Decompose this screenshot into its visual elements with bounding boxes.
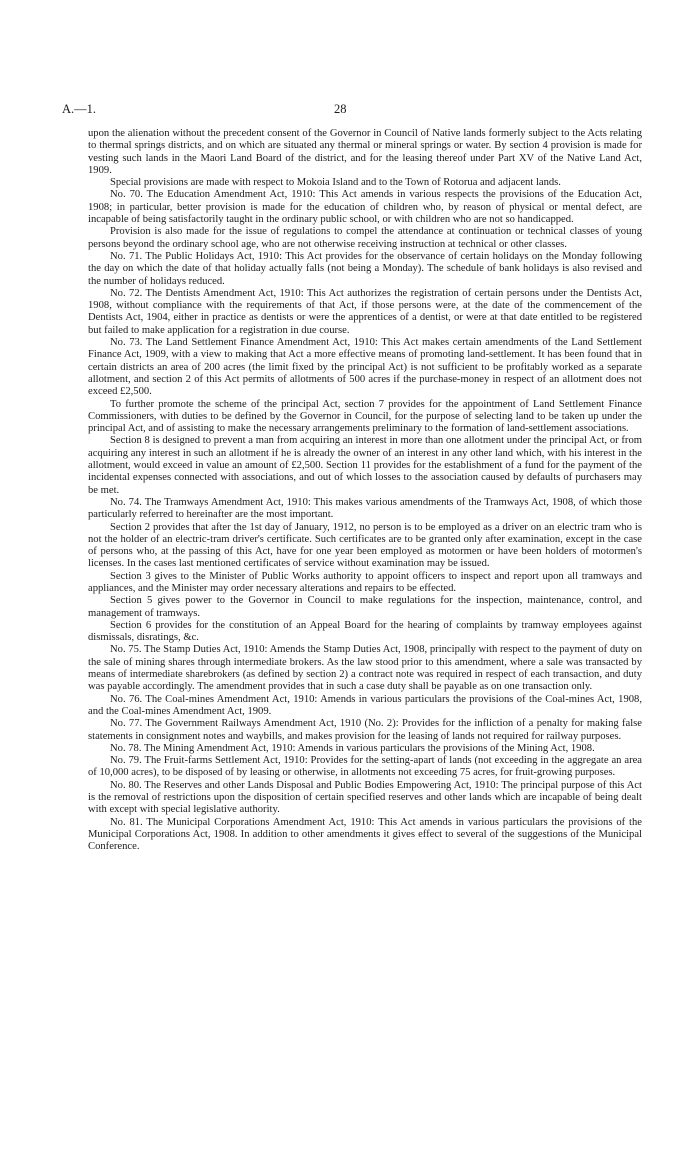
paragraph: No. 73. The Land Settlement Finance Amendment Act, 1910: This Act makes certain amendments of the Land Settlement Finance Act, 1909, with a view to making that Act a more effective means of promoting land-settlement. It has been found that in certain districts an area of 200 acres (the limit fixed by the principal Act) is not sufficient to be profitably worked as a separate allotment, and section 2 of this Act permits of allotments of 500 acres if the purchase-money in respect of an allotment does not exceed £2,500. — [88, 337, 642, 398]
sessional-paper-reference: A.—1. — [62, 102, 97, 116]
paragraph: No. 80. The Reserves and other Lands Disposal and Public Bodies Empowering Act, 1910: The principal purpose of this Act is the removal of restrictions upon the disposition of certain specified reserves and other lands which are incapable of being dealt with except with special legislative authority. — [88, 779, 642, 816]
paragraph: No. 75. The Stamp Duties Act, 1910: Amends the Stamp Duties Act, 1908, principally with respect to the payment of duty on the sale of mining shares through intermediate brokers. As the law stood prior to this amendment, where a sale was transacted by means of intermediate sharebrokers (as defined by section 2) a contract note was required in respect of each transaction, and duty was payable accordingly. The amendment provides that in such a case duty shall be payable as on one transaction only. — [88, 644, 642, 693]
paragraph: Section 5 gives power to the Governor in Council to make regulations for the inspection, maintenance, control, and management of tramways. — [88, 595, 642, 619]
paragraph: Section 2 provides that after the 1st day of January, 1912, no person is to be employed as a driver on an electric tram who is not the holder of an electric-tram driver's certificate. Such certificates are to be granted only after examination, except in the case of persons who, at the passing of this Act, have for one year been employed as motormen or have been holders of motormen's licenses. In the cases last mentioned certificates of service without examination may be issued. — [88, 521, 642, 570]
paragraph: No. 77. The Government Railways Amendment Act, 1910 (No. 2): Provides for the infliction of a penalty for making false statements in consignment notes and waybills, and makes provision for the leasing of lands not required for railway purposes. — [88, 718, 642, 742]
paragraph: No. 70. The Education Amendment Act, 1910: This Act amends in various respects the provisions of the Education Act, 1908; in particular, better provision is made for the education of children who, by reason of physical or mental defect, are incapable of being satisfactorily taught in the ordinary public school, or with children who are not so handicapped. — [88, 189, 642, 226]
paragraph: Section 3 gives to the Minister of Public Works authority to appoint officers to inspect and report upon all tramways and appliances, and the Minister may order necessary alterations and repairs to be effected. — [88, 570, 642, 594]
paragraph: No. 71. The Public Holidays Act, 1910: This Act provides for the observance of certain holidays on the Monday following the day on which the date of that holiday actually falls (not being a Monday). The schedule of bank holidays is also revised and the number of holidays reduced. — [88, 250, 642, 287]
paragraph: No. 72. The Dentists Amendment Act, 1910: This Act authorizes the registration of certain persons under the Dentists Act, 1908, without compliance with the requirements of that Act, if those persons were, at the date of the commencement of the Dentists Act, 1904, either in practice as dentists or were the apprentices of a dentist, or were at that date entitled to be registered but failed to make application for a registration in due course. — [88, 287, 642, 336]
page-header — [62, 102, 632, 118]
paragraph: No. 78. The Mining Amendment Act, 1910: Amends in various particulars the provisions of the Mining Act, 1908. — [110, 742, 595, 754]
paragraph: No. 81. The Municipal Corporations Amendment Act, 1910: This Act amends in various particulars the provisions of the Municipal Corporations Act, 1908. In addition to other amendments it gives effect to several of the suggestions of the Municipal Conference. — [88, 816, 642, 853]
document-body — [88, 128, 642, 854]
paragraph: No. 74. The Tramways Amendment Act, 1910: This makes various amendments of the Tramways Act, 1908, of which those particularly referred to hereinafter are the most important. — [88, 496, 642, 521]
paragraph: Special provisions are made with respect to Mokoia Island and to the Town of Rotorua and adjacent lands. — [110, 177, 561, 189]
page-number: 28 — [334, 102, 347, 116]
paragraph: Section 6 provides for the constitution of an Appeal Board for the hearing of complaints by tramway employees against dismissals, disratings, &c. — [88, 619, 642, 644]
paragraph: To further promote the scheme of the principal Act, section 7 provides for the appointment of Land Settlement Finance Commissioners, with duties to be defined by the Governor in Council, for the purpose of selecting land to be taken up under the principal Act, and of assisting to make the necessary arrangements preliminary to the formation of land-settlement associations. — [88, 398, 642, 435]
paragraph: upon the alienation without the precedent consent of the Governor in Council of Native lands formerly subject to the Acts relating to thermal springs districts, and on which are situated any thermal or mineral springs or water. By section 4 provision is made for vesting such lands in the Maori Land Board of the district, and for the leasing thereof under Part XV of the Native Land Act, 1909. — [88, 128, 642, 176]
paragraph: Section 8 is designed to prevent a man from acquiring an interest in more than one allotment under the principal Act, or from acquiring any interest in such an allotment if he is already the owner of an interest in any other land which, with his interest in the allotment, would exceed in value an amount of £2,500. Section 11 provides for the establishment of a fund for the payment of the incidental expenses connected with associations, and out of which losses to the association caused by defaults of purchasers may be met. — [88, 435, 642, 496]
paragraph: No. 79. The Fruit-farms Settlement Act, 1910: Provides for the setting-apart of lands (not exceeding in the aggregate an area of 10,000 acres), to be disposed of by leasing or otherwise, in allotments not exceeding 75 acres, for fruit-growing purposes. — [88, 755, 642, 779]
paragraph: No. 76. The Coal-mines Amendment Act, 1910: Amends in various particulars the provisions of the Coal-mines Act, 1908, and the Coal-mines Amendment Act, 1909. — [88, 693, 642, 717]
paragraph: Provision is also made for the issue of regulations to compel the attendance at continuation or technical classes of young persons beyond the ordinary school age, who are not otherwise receiving instruction at technical or other classes. — [88, 226, 642, 250]
